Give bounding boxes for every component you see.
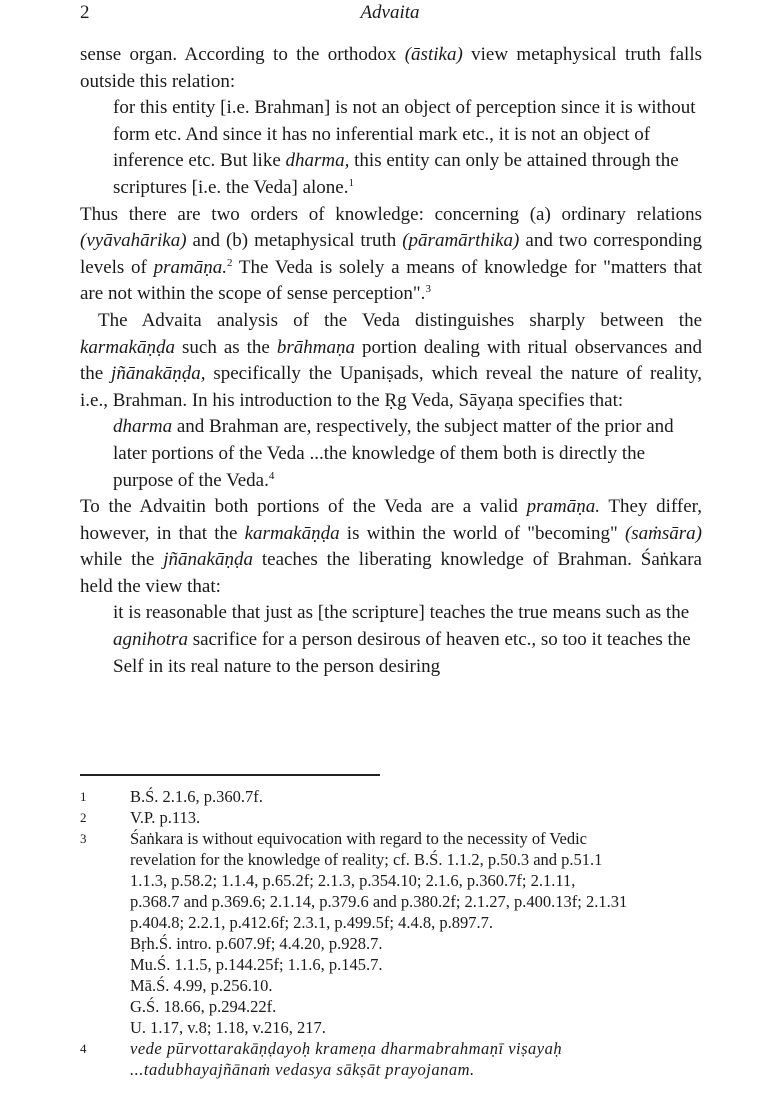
footnote-ref: 1 <box>348 176 354 189</box>
paragraph <box>80 42 702 95</box>
text-run: view metaphysical truth falls outside this relation: <box>80 44 702 92</box>
block-quote <box>113 414 702 494</box>
text-run: this entity can only be attained through the scriptures [i.e. the Veda] alone. <box>113 150 679 198</box>
footnote-number: 3 <box>80 831 87 846</box>
block-quote <box>113 95 702 201</box>
footnotes <box>80 786 704 1080</box>
footnote-line: 1.1.3, p.58.2; 1.1.4, p.65.2f; 2.1.3, p.354.10; 2.1.6, p.360.7f; 2.1.11, <box>130 871 576 890</box>
text-run: Thus there are two orders of knowledge: concerning (a) ordinary relations <box>80 203 702 225</box>
text-run: for this entity [i.e. Brahman] is not an object of perception since it is without form etc. And since it has no inferential mark etc., it is not an object of inference etc. But like <box>113 97 696 172</box>
footnote-number: 1 <box>80 789 87 804</box>
footnote-line: V.P. p.113. <box>130 808 201 827</box>
block-quote <box>113 600 702 680</box>
text-run: sacrifice for a person desirous of heaven etc., so too it teaches the Self in its real nature to the person desiring <box>113 629 691 677</box>
footnote-line: B.Ś. 2.1.6, p.360.7f. <box>130 787 263 806</box>
footnote-rule <box>80 774 380 776</box>
text-run: it is reasonable that just as [the scripture] teaches the true means such as the <box>113 602 690 624</box>
italic-term: dharma, <box>285 150 350 172</box>
text-run: and Brahman are, respectively, the subject matter of the prior and later portions of the Veda ...the knowledge of them both is directly the purpose of the Veda. <box>113 416 674 491</box>
text-run: They differ, however, in that the <box>80 496 702 544</box>
italic-term: karmakāṇḍa <box>80 336 175 358</box>
italic-term: (saṁsāra) <box>624 522 702 544</box>
text-run: is within the world of "becoming" <box>339 522 625 544</box>
text-run: and (b) metaphysical truth <box>186 230 403 252</box>
footnote-line: p.368.7 and p.369.6; 2.1.14, p.379.6 and p.380.2f; 2.1.27, p.400.13f; 2.1.31 <box>130 892 628 911</box>
italic-term: brāhmaṇa <box>276 336 355 358</box>
body-text <box>80 42 702 680</box>
footnote-line: G.Ś. 18.66, p.294.22f. <box>130 997 277 1016</box>
footnote-line: Mu.Ś. 1.1.5, p.144.25f; 1.1.6, p.145.7. <box>130 955 383 974</box>
italic-term: (pāramārthika) <box>402 230 520 252</box>
italic-term: jñānakāṇḍa <box>163 549 253 571</box>
page-number: 2 <box>80 2 90 23</box>
footnote <box>80 828 704 1038</box>
footnote <box>80 786 704 807</box>
footnote-ref: 4 <box>268 469 275 482</box>
text-run: To the Advaitin both portions of the Veda are a valid <box>80 496 527 518</box>
italic-term: jñānakāṇḍa, <box>111 363 206 385</box>
italic-term: pramāṇa. <box>153 256 227 278</box>
footnote-ref: 2 <box>227 256 233 269</box>
footnote <box>80 807 704 828</box>
running-title: Advaita <box>360 2 420 23</box>
text-run: teaches the liberating knowledge of Brahman. Śaṅkara held the view that: <box>80 549 702 597</box>
text-run: such as the <box>174 336 277 358</box>
text-run: The Advaita analysis of the Veda distinguishes sharply between the <box>98 309 702 331</box>
footnote-line: revelation for the knowledge of reality; cf. B.Ś. 1.1.2, p.50.3 and p.51.1 <box>130 850 603 869</box>
text-run: specifically the Upaniṣads, which reveal the nature of reality, i.e., Brahman. In his introduction to the Ṛg Veda, Sāyaṇa specifies that: <box>80 363 702 411</box>
paragraph <box>80 202 702 308</box>
paragraph <box>80 494 702 600</box>
footnote-ref: 3 <box>425 283 431 296</box>
footnote-number: 2 <box>80 810 87 825</box>
italic-term: dharma <box>113 416 173 438</box>
footnote-line: U. 1.17, v.8; 1.18, v.216, 217. <box>130 1018 326 1037</box>
text-run: and two corresponding levels of <box>80 230 702 278</box>
footnote-line: ...tadubhayajñānaṁ vedasya sākṣāt prayojanam. <box>130 1060 475 1079</box>
footnote-line: Mā.Ś. 4.99, p.256.10. <box>130 976 273 995</box>
footnote-number: 4 <box>80 1041 87 1056</box>
italic-term: (vyāvahārika) <box>80 230 187 252</box>
footnote-line: p.404.8; 2.2.1, p.412.6f; 2.3.1, p.499.5f; 4.4.8, p.897.7. <box>130 913 493 932</box>
footnote-line: Bṛh.Ś. intro. p.607.9f; 4.4.20, p.928.7. <box>130 934 383 953</box>
italic-term: karmakāṇḍa <box>244 522 340 544</box>
italic-term: agnihotra <box>113 629 188 651</box>
italic-term: (āstika) <box>404 44 463 65</box>
italic-term: pramāṇa. <box>526 496 601 518</box>
text-run: portion dealing with ritual observances and the <box>80 336 702 385</box>
footnote-line: vede pūrvottarakāṇḍayoḥ krameṇa dharmabrahmaṇī viṣayaḥ <box>130 1039 563 1058</box>
text-run: The Veda is solely a means of knowledge for "matters that are not within the scope of sense perception". <box>80 256 702 305</box>
paragraph <box>80 308 702 414</box>
footnote <box>80 1038 704 1080</box>
footnote-line: Śaṅkara is without equivocation with regard to the necessity of Vedic <box>130 829 587 848</box>
text-run: sense organ. According to the orthodox <box>80 44 405 65</box>
text-run: while the <box>80 549 164 571</box>
